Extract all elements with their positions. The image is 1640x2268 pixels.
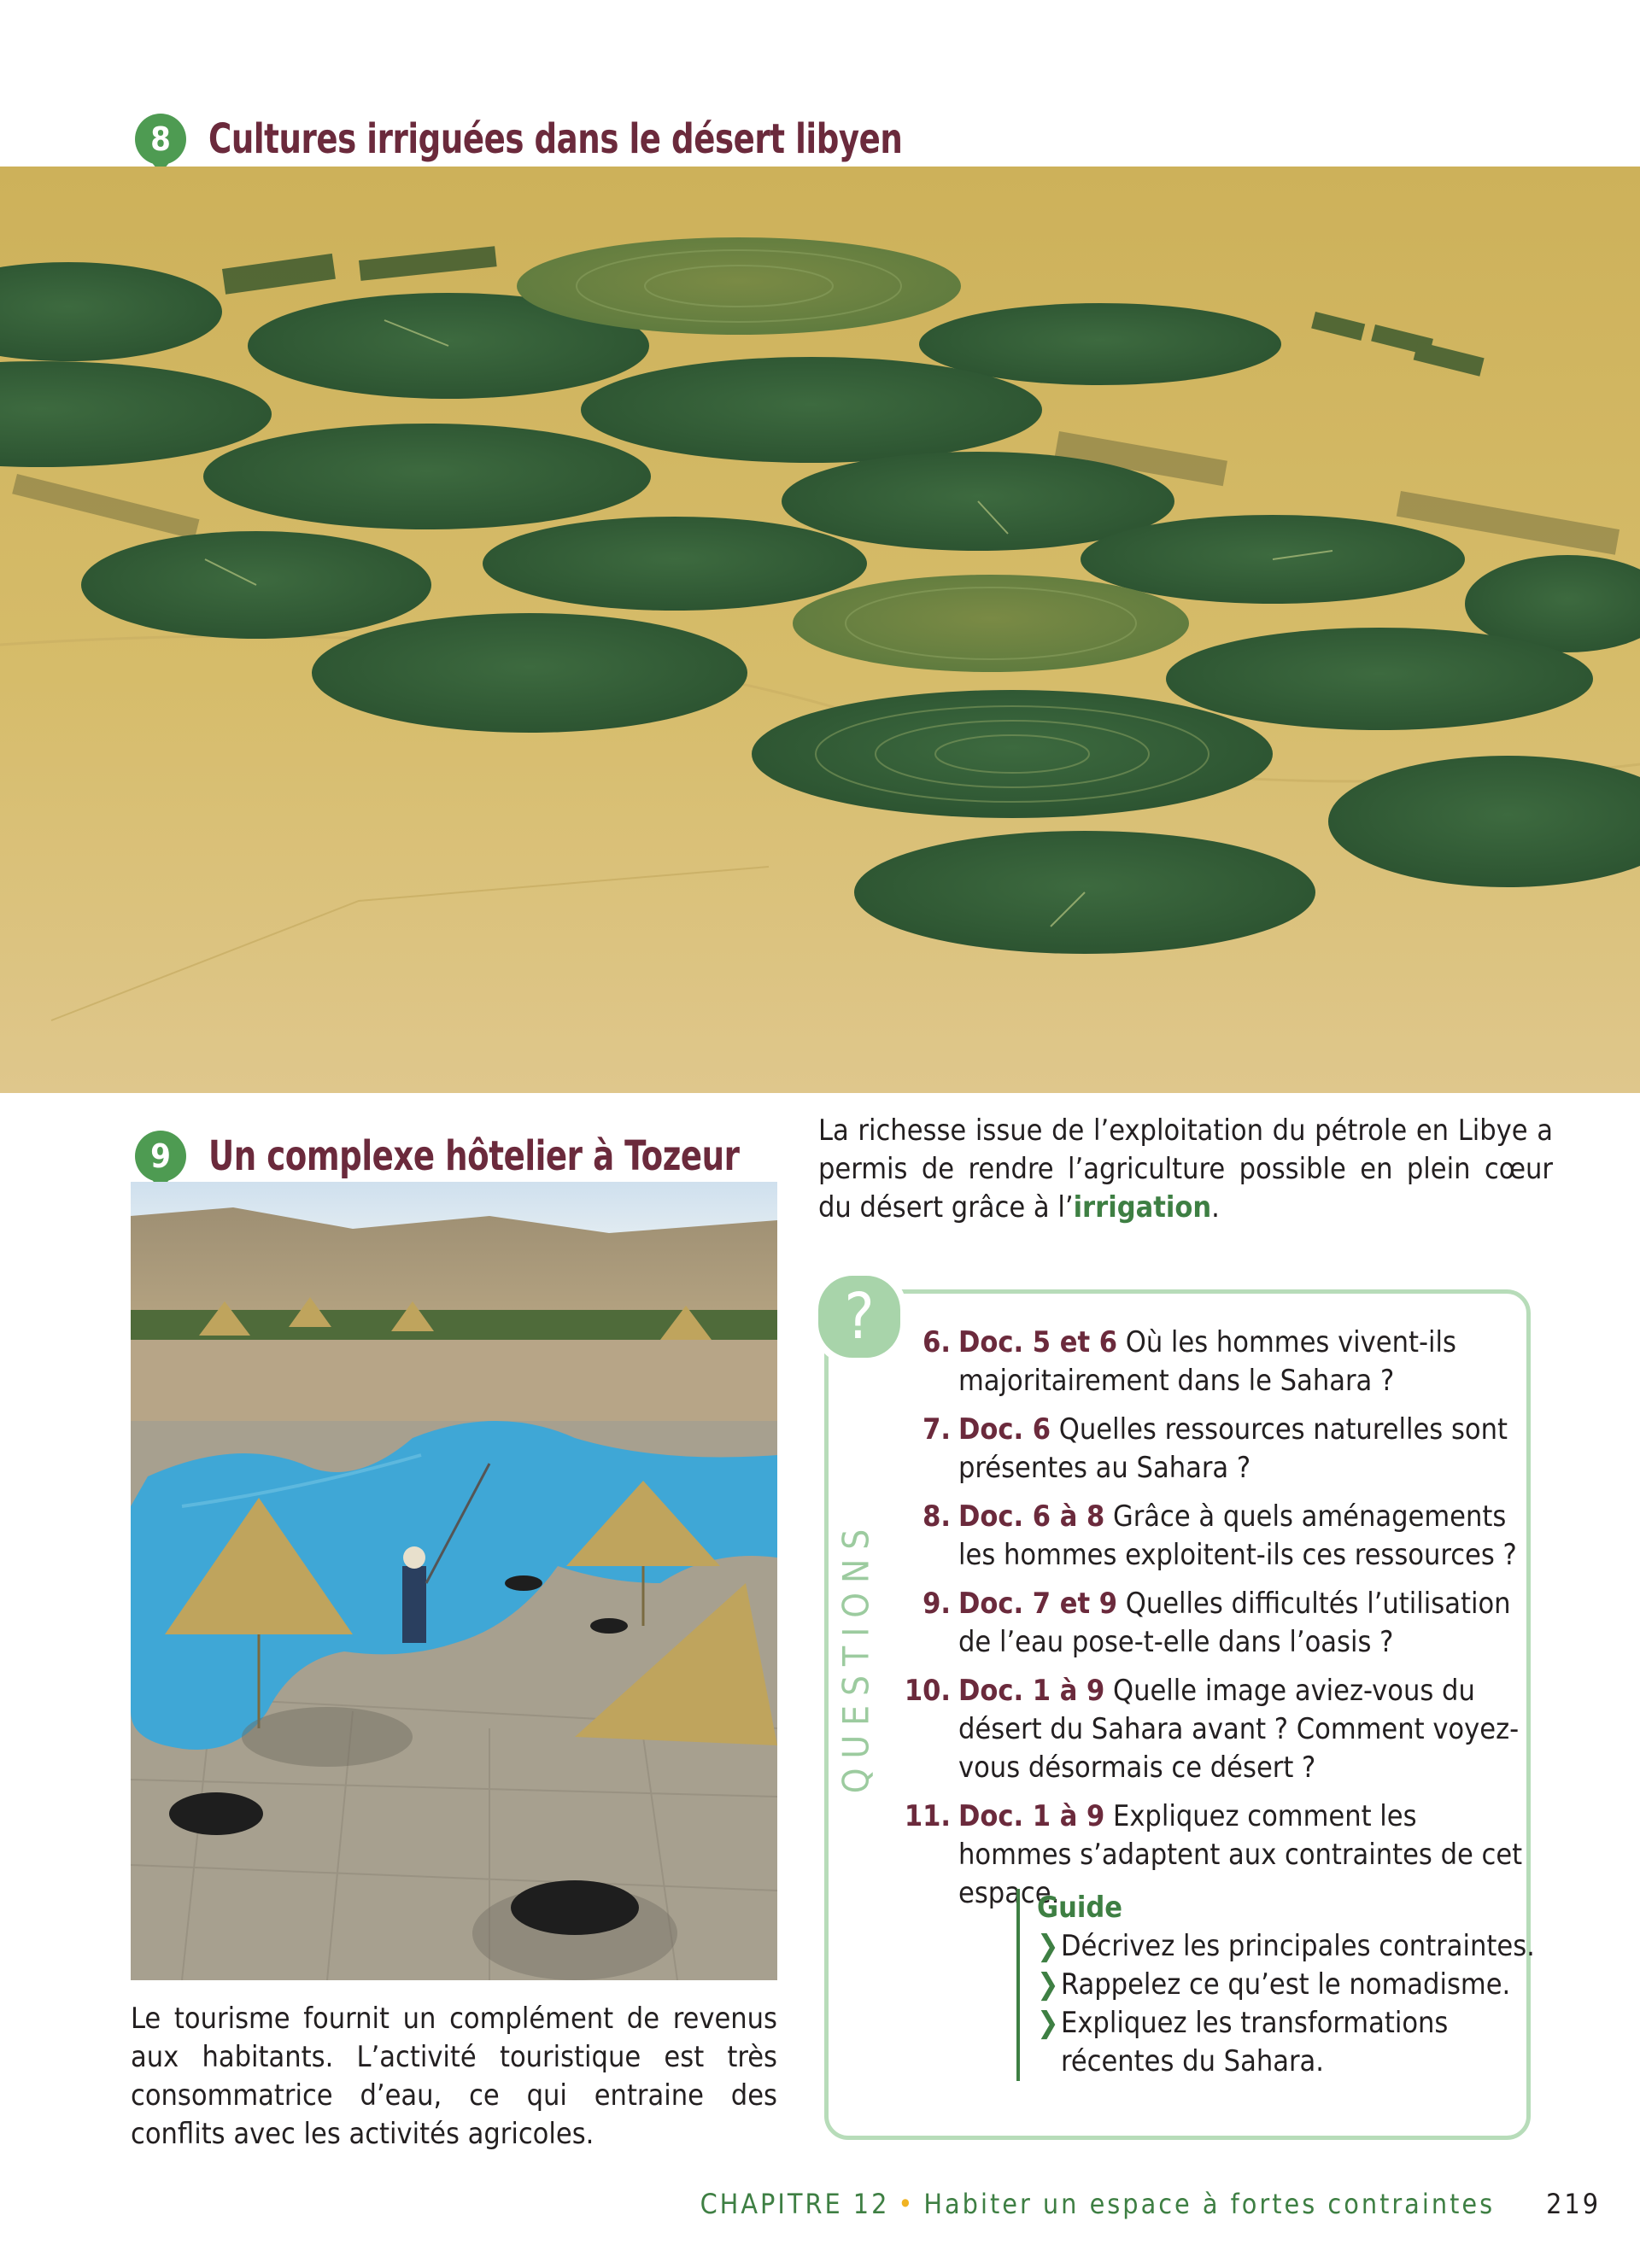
- question-text: Expliquez comment les hommes s’adaptent aux contraintes de cet espace.: [958, 1799, 1523, 1910]
- question-text: Où les hommes vivent-ils majoritairement dans le Sahara ?: [958, 1325, 1456, 1398]
- doc8-title: Cultures irriguées dans le désert libyen: [208, 115, 903, 163]
- guide-item-text: Rappelez ce qu’est le nomadisme.: [1061, 1967, 1511, 2002]
- question-number: 7.: [922, 1412, 951, 1447]
- glossary-term-irrigation: irrigation: [1073, 1190, 1212, 1225]
- doc8-header: [135, 114, 1016, 165]
- guide-item: [1037, 1927, 1549, 1966]
- question-item: [901, 1324, 1525, 1400]
- guide-title: Guide: [1037, 1891, 1123, 1925]
- doc8-caption-text: La richesse issue de l’exploitation du pétrole en Libye a permis de rendre l’agriculture possible en plein cœur du désert grâce à l’: [818, 1114, 1553, 1225]
- question-text: Quelles difficultés l’utilisation de l’eau pose-t-elle dans l’oasis ?: [958, 1587, 1511, 1659]
- footer-separator: •: [898, 2188, 916, 2220]
- page-footer: [700, 2188, 1601, 2220]
- question-number: 10.: [904, 1674, 951, 1708]
- guide-item: [1037, 2004, 1549, 2081]
- guide-item: [1037, 1966, 1549, 2004]
- question-text: Quelle image aviez-vous du désert du Sahara avant ? Comment voyez-vous désormais ce désert ?: [958, 1674, 1520, 1785]
- chevron-right-icon: ❯: [1037, 1967, 1059, 2002]
- chevron-right-icon: ❯: [1037, 1929, 1059, 1963]
- doc9-hotel-pool-photo: [131, 1182, 777, 1980]
- question-item: [901, 1498, 1525, 1575]
- guide-item-text: Expliquez les transformations récentes du Sahara.: [1061, 2006, 1449, 2078]
- guide-box: [1016, 1889, 1549, 2081]
- doc9-caption: Le tourisme fournit un complément de revenus aux habitants. L’activité touristique est très consommatrice d’eau, ce qui entraine des conflits avec les activités agricoles.: [131, 2002, 777, 2151]
- question-number: 11.: [904, 1799, 951, 1833]
- question-item: [901, 1672, 1525, 1787]
- footer-chapter: CHAPITRE 12: [700, 2188, 890, 2220]
- doc8-irrigated-fields-photo: [0, 167, 1640, 1093]
- doc8-caption-end: .: [1211, 1190, 1220, 1225]
- doc9-header: [135, 1131, 826, 1182]
- question-doc-reference: Doc. 7 et 9: [958, 1587, 1118, 1621]
- doc8-number-badge: 8: [135, 114, 186, 165]
- doc9-number-badge: 9: [135, 1131, 186, 1182]
- doc9-title: Un complexe hôtelier à Tozeur: [208, 1132, 740, 1180]
- question-mark-icon: ?: [811, 1269, 907, 1365]
- question-text: Quelles ressources naturelles sont présentes au Sahara ?: [958, 1412, 1508, 1485]
- question-number: 9.: [922, 1587, 951, 1621]
- chevron-right-icon: ❯: [1037, 2006, 1059, 2040]
- question-doc-reference: Doc. 6 à 8: [958, 1499, 1105, 1534]
- doc8-caption: [818, 1112, 1553, 1227]
- questions-side-label: QUESTIONS: [835, 1519, 877, 1794]
- question-number: 6.: [922, 1325, 951, 1359]
- question-number: 8.: [922, 1499, 951, 1534]
- question-doc-reference: Doc. 1 à 9: [958, 1799, 1105, 1833]
- footer-chapter-title: Habiter un espace à fortes contraintes: [923, 2188, 1496, 2220]
- question-doc-reference: Doc. 5 et 6: [958, 1325, 1118, 1359]
- question-doc-reference: Doc. 6: [958, 1412, 1051, 1447]
- page-number: 219: [1546, 2188, 1601, 2220]
- questions-list: [901, 1324, 1525, 1923]
- question-text: Grâce à quels aménagements les hommes exploitent-ils ces ressources ?: [958, 1499, 1517, 1572]
- question-item: [901, 1411, 1525, 1488]
- question-doc-reference: Doc. 1 à 9: [958, 1674, 1105, 1708]
- guide-item-text: Décrivez les principales contraintes.: [1061, 1929, 1535, 1963]
- question-item: [901, 1585, 1525, 1662]
